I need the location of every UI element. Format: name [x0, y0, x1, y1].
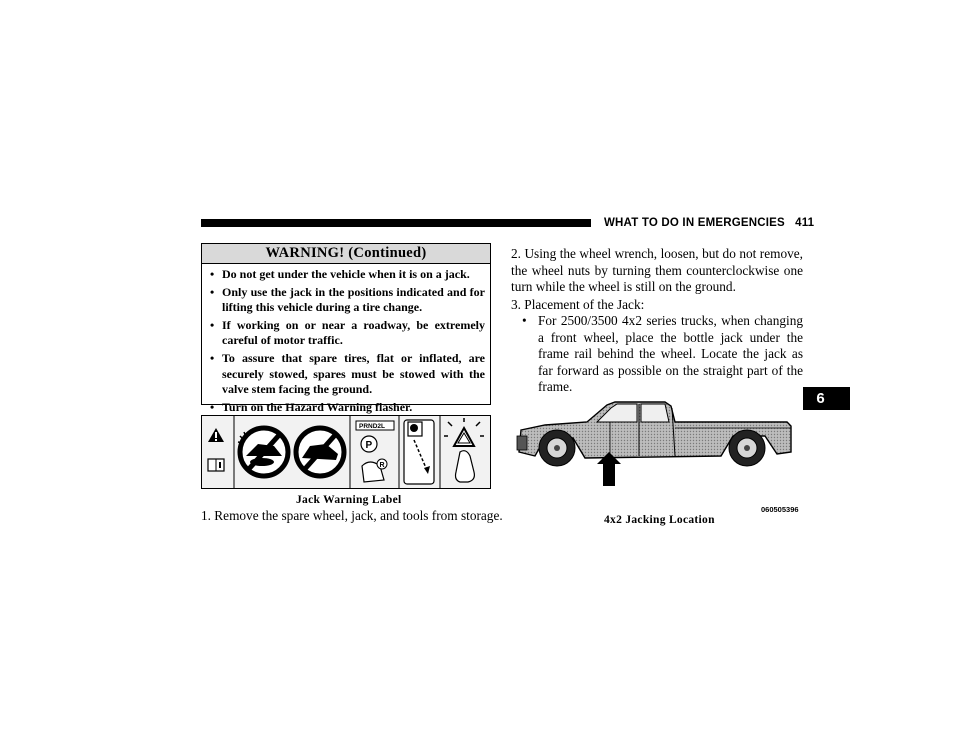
no-crawling-under-vehicle-icon [238, 428, 288, 476]
list-item: • Turn on the Hazard Warning flasher. [210, 399, 413, 414]
header-rule [201, 219, 591, 227]
list-item: • If working on or near a roadway, be extremely careful of motor traffic. [210, 317, 485, 348]
page-header-title: WHAT TO DO IN EMERGENCIES 411 [604, 217, 815, 229]
svg-text:P: P [365, 440, 373, 451]
truck-jacking-location-figure [515, 400, 805, 505]
section-tab: 6 [803, 387, 850, 410]
warning-heading: WARNING! (Continued) [202, 244, 490, 264]
step-1-text: 1. Remove the spare wheel, jack, and tools from storage. [201, 508, 503, 523]
jack-label-caption: Jack Warning Label [296, 494, 402, 506]
jack-location-icon [404, 420, 434, 484]
step-2-text: 2. Using the wheel wrench, loosen, but do not remove, the wheel nuts by turning them counterclockwise one turn while the wheel is still on the ground. [511, 246, 803, 294]
manual-book-icon [208, 459, 224, 471]
park-gear-icon [356, 421, 394, 482]
list-item: • Only use the jack in the positions indicated and for lifting this vehicle during a tire change. [210, 284, 485, 315]
list-item: • To assure that spare tires, flat or inflated, are securely stowed, spares must be stowed with the valve stem facing the ground. [210, 350, 485, 397]
no-vehicle-on-jack-icon [296, 428, 344, 476]
hazard-flasher-icon [444, 418, 484, 482]
svg-text:PRND2L: PRND2L [359, 423, 386, 430]
jack-warning-label-image [201, 415, 491, 489]
list-item: • Do not get under the vehicle when it is on a jack. [210, 267, 470, 281]
warning-list [202, 264, 490, 415]
step-3-text: 3. Placement of the Jack: [511, 297, 645, 312]
figure-code: 060505396 [761, 505, 799, 514]
warning-triangle-icon [208, 428, 224, 442]
pickup-truck-illustration [517, 402, 791, 466]
step-3-bullet: • For 2500/3500 4x2 series trucks, when changing a front wheel, place the bottle jack under the frame rail behind the wheel. Locate the jack as far forward as possible on the straight part of the frame. [522, 313, 803, 394]
svg-text:R: R [379, 462, 385, 469]
warning-box [201, 243, 491, 414]
truck-figure-caption: 4x2 Jacking Location [604, 514, 715, 526]
